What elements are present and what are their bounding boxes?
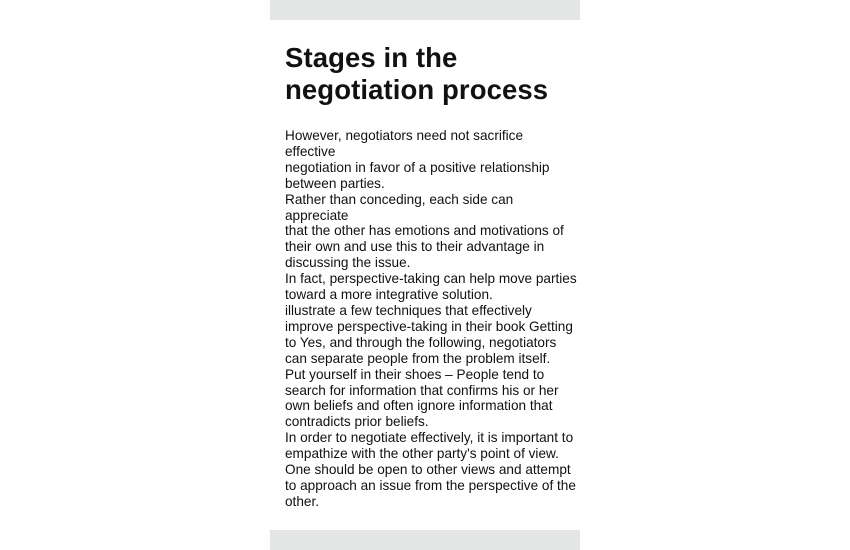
article (285, 42, 577, 510)
page-title: Stages in the negotiation process (285, 42, 549, 105)
page-viewport[interactable] (270, 0, 580, 550)
article-body: However, negotiators need not sacrifice effective negotiation in favor of a positive relationship between parties. Rather than conceding, each side can appreciate that the other has emotions and motivations of their own and use this to their advantage in discussing the issue. In fact, perspective-taking can help move parties toward a more integrative solution. illustrate a few techniques that effectively improve perspective-taking in their book Getting to Yes, and through the following, negotiators can separate people from the problem itself. Put yourself in their shoes – People tend to search for information that confirms his or her own beliefs and often ignore information that contradicts prior beliefs. In order to negotiate effectively, it is important to empathize with the other party's point of view. One should be open to other views and attempt to approach an issue from the perspective of the other. (285, 128, 577, 509)
bottom-bar (270, 530, 580, 550)
top-bar (270, 0, 580, 20)
